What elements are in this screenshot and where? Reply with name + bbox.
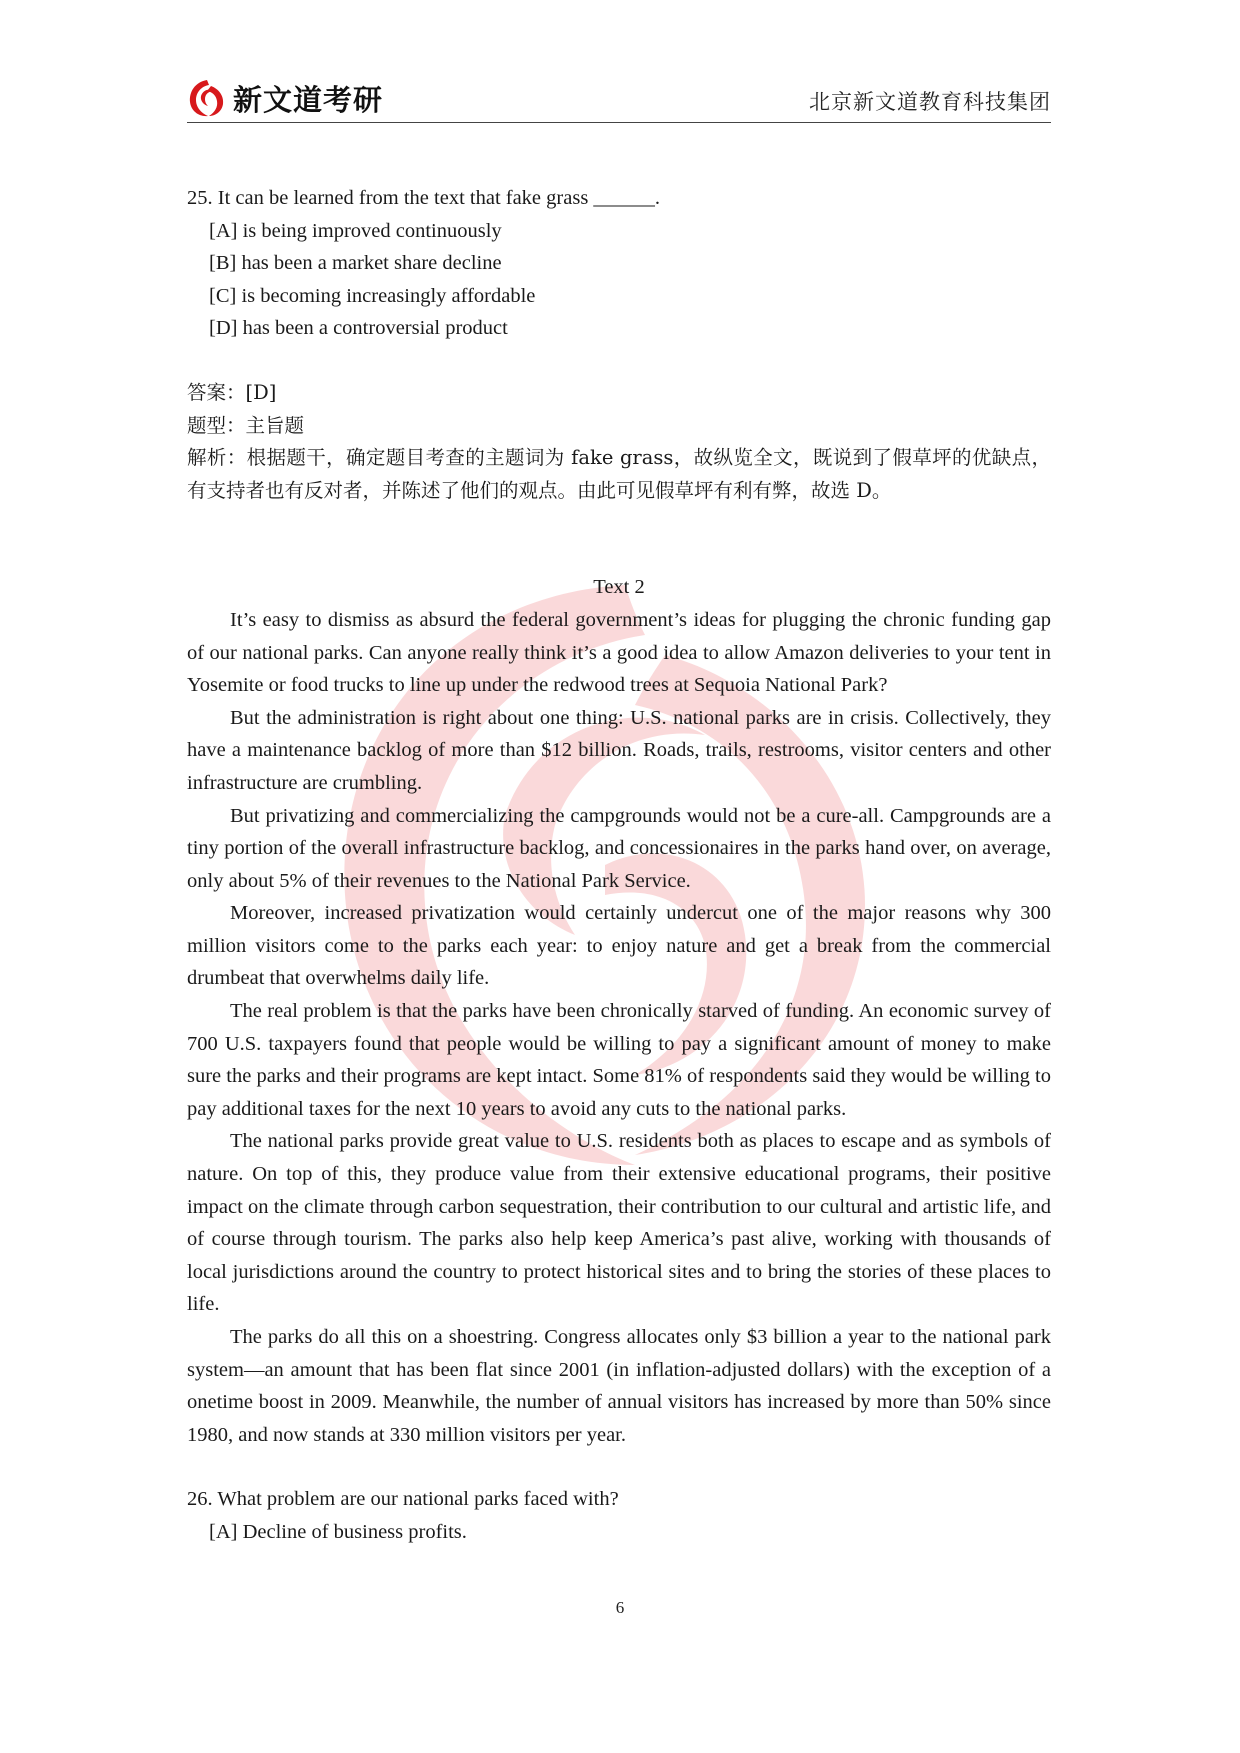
question-26-stem: 26. What problem are our national parks faced with? <box>187 1488 619 1511</box>
passage-paragraph: It’s easy to dismiss as absurd the federal government’s ideas for plugging the chronic funding gap of our national parks. Can anyone really think it’s a good idea to allow Amazon deliveries to your tent in Yosemite or food trucks to line up under the redwood trees at Sequoia National Park? <box>187 608 1051 697</box>
answer-line: 答案：[D] <box>187 380 277 404</box>
flame-logo-icon <box>187 78 227 118</box>
passage-paragraph: Moreover, increased privatization would certainly undercut one of the major reasons why 300 million visitors come to the parks each year: to enjoy nature and get a break from the commercial drumbeat that overwhelms daily life. <box>187 902 1051 990</box>
question-25-option-b: [B] has been a market share decline <box>209 252 502 275</box>
spacer <box>187 345 1051 377</box>
page-number: 6 <box>615 1598 625 1617</box>
question-type-line: 题型：主旨题 <box>187 413 305 437</box>
question-25-option-a: [A] is being improved continuously <box>209 219 502 242</box>
brand-logo <box>187 76 383 120</box>
organization-name: 北京新文道教育科技集团 <box>809 90 1051 114</box>
passage-title: Text 2 <box>593 576 645 599</box>
question-26-option-a: [A] Decline of business profits. <box>209 1520 467 1543</box>
passage-paragraph: The real problem is that the parks have been chronically starved of funding. An economic survey of 700 U.S. taxpayers found that people would be willing to pay a significant amount of money to make sure the parks and their programs are kept intact. Some 81% of respondents said they would be willing to pay additional taxes for the next 10 years to avoid any cuts to the national parks. <box>187 1000 1051 1120</box>
passage-paragraph: The parks do all this on a shoestring. Congress allocates only $3 billion a year to the national park system—an amount that has been flat since 2001 (in inflation-adjusted dollars) with the exception of a onetime boost in 2009. Meanwhile, the number of annual visitors has increased by more than 50% since 1980, and now stands at 330 million visitors per year. <box>187 1326 1051 1446</box>
passage-paragraph: But privatizing and commercializing the campgrounds would not be a cure-all. Campgrounds are a tiny portion of the overall infrastructure backlog, and concessionaires in the parks hand over, on average, only about 5% of their revenues to the National Park Service. <box>187 804 1051 892</box>
analysis-paragraph: 解析：根据题干，确定题目考查的主题词为 fake grass，故纵览全文，既说到了假草坪的优缺点，有支持者也有反对者，并陈述了他们的观点。由此可见假草坪有利有弊，故选 D。 <box>187 446 1051 502</box>
question-25-option-c: [C] is becoming increasingly affordable <box>209 284 536 307</box>
main-content <box>187 182 1051 1549</box>
question-25-stem: 25. It can be learned from the text that fake grass ______. <box>187 187 661 209</box>
page-header <box>187 70 1051 123</box>
passage-paragraph: The national parks provide great value to U.S. residents both as places to escape and as symbols of nature. On top of this, they produce value from their extensive educational programs, their positive impact on the climate through carbon sequestration, their contribution to our cultural and artistic life, and of course through tourism. The parks also help keep America’s past alive, working with thousands of local jurisdictions around the country to protect historical sites and to bring the stories of these places to life. <box>187 1130 1051 1316</box>
logo-text: 新文道考研 <box>233 82 384 117</box>
spacer <box>187 507 1051 571</box>
question-25-option-d: [D] has been a controversial product <box>209 317 508 340</box>
passage-paragraph: But the administration is right about one thing: U.S. national parks are in crisis. Collectively, they have a maintenance backlog of more than $12 billion. Roads, trails, restrooms, visitor centers and other infrastructure are crumbling. <box>187 706 1051 794</box>
spacer <box>187 1451 1051 1483</box>
